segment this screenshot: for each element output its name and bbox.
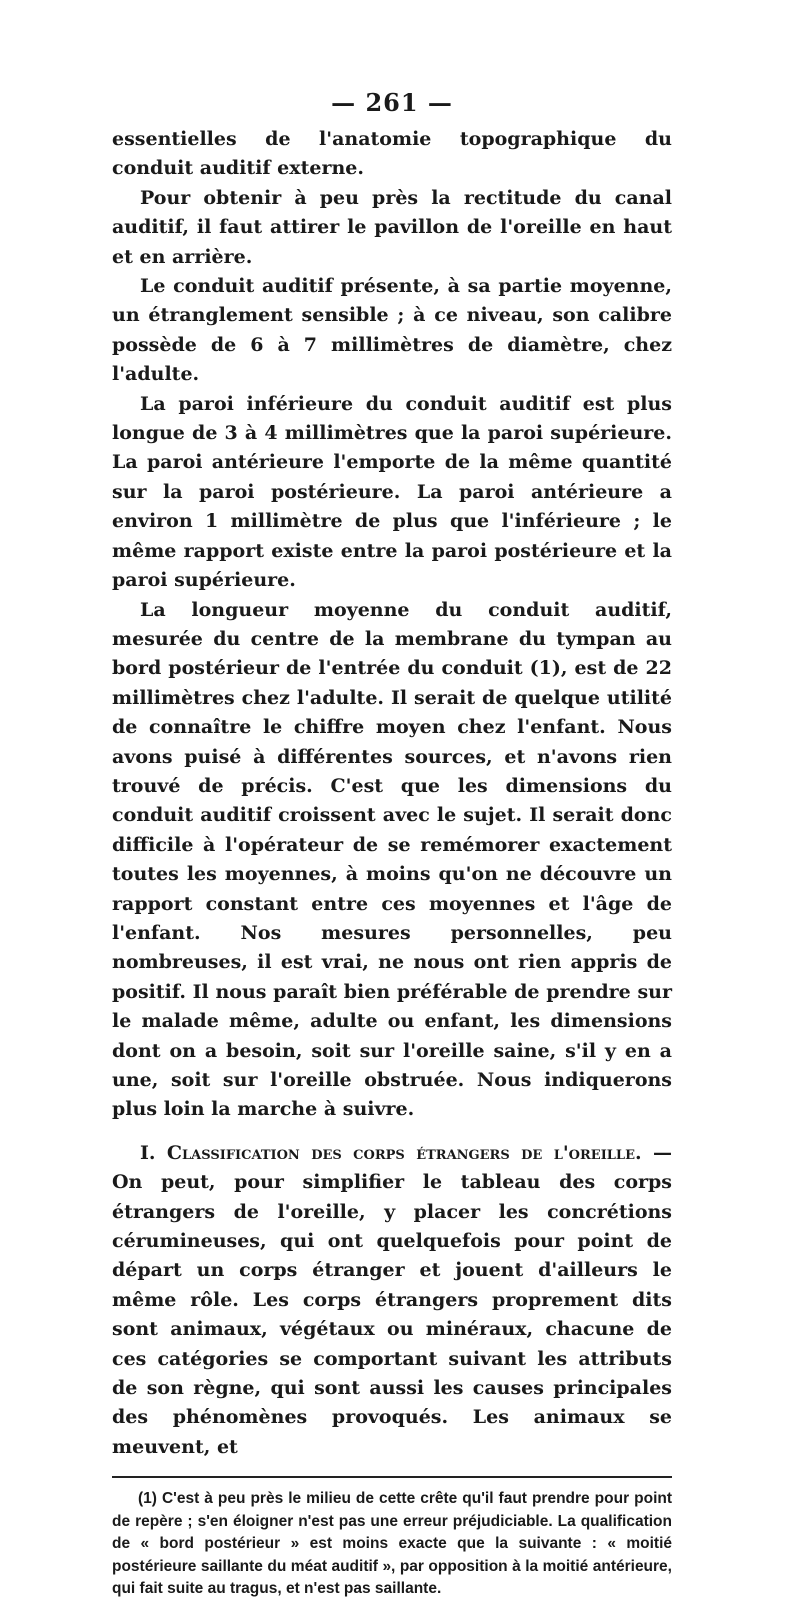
footnote-separator: [112, 1476, 672, 1478]
section-paragraph: [112, 1139, 672, 1462]
paragraph-3: Le conduit auditif présente, à sa partie moyenne, un étranglement sensible ; à ce niveau, son calibre possède de 6 à 7 millimètres de diamètre, chez l'adulte.: [112, 275, 672, 386]
section-text: — On peut, pour simplifier le tableau des corps étrangers de l'oreille, y placer les concrétions cérumineuses, qui ont quelquefois pour point de départ un corps étranger et jouent d'ailleurs le même rôle. Les corps étrangers proprement dits sont animaux, végétaux ou minéraux, chacune de ces catégories se comportant suivant les attributs de son règne, qui sont aussi les causes principales des phénomènes provoqués. Les animaux se meuvent, et: [112, 1141, 673, 1458]
footnote: (1) C'est à peu près le milieu de cette crête qu'il faut prendre pour point de repère ; s'en éloigner n'est pas une erreur préjudiciable. La qualification de « bord postérieur » est moins exacte que la suivante : « moitié postérieure saillante du méat auditif », par opposition à la moitié antérieure, qui fait suite au tragus, et n'est pas saillante.: [112, 1490, 672, 1598]
paragraph-4: La paroi inférieure du conduit auditif est plus longue de 3 à 4 millimètres que la paroi supérieure. La paroi antérieure l'emporte de la même quantité sur la paroi postérieure. La paroi antérieure a environ 1 millimètre de plus que l'inférieure ; le même rapport existe entre la paroi postérieure et la paroi supérieure.: [112, 392, 672, 592]
paragraph-2: Pour obtenir à peu près la rectitude du canal auditif, il faut attirer le pavillon de l'oreille en haut et en arrière.: [112, 186, 672, 268]
paragraph-1: essentielles de l'anatomie topographique du conduit auditif externe.: [112, 128, 672, 180]
section-heading: I. Classification des corps étrangers de l'oreille.: [140, 1141, 642, 1164]
page-number: — 261 —: [331, 88, 453, 117]
book-page: [112, 88, 672, 1601]
paragraph-5: La longueur moyenne du conduit auditif, mesurée du centre de la membrane du tympan au bord postérieur de l'entrée du conduit (1), est de 22 millimètres chez l'adulte. Il serait de quelque utilité de connaître le chiffre moyen chez l'enfant. Nous avons puisé à différentes sources, et n'avons rien trouvé de précis. C'est que les dimensions du conduit auditif croissent avec le sujet. Il serait donc difficile à l'opérateur de se remémorer exactement toutes les moyennes, à moins qu'on ne découvre un rapport constant entre ces moyennes et l'âge de l'enfant. Nos mesures personnelles, peu nombreuses, il est vrai, ne nous ont rien appris de positif. Il nous paraît bien préférable de prendre sur le malade même, adulte ou enfant, les dimensions dont on a besoin, soit sur l'oreille saine, s'il y en a une, soit sur l'oreille obstruée. Nous indiquerons plus loin la marche à suivre.: [112, 598, 672, 1121]
